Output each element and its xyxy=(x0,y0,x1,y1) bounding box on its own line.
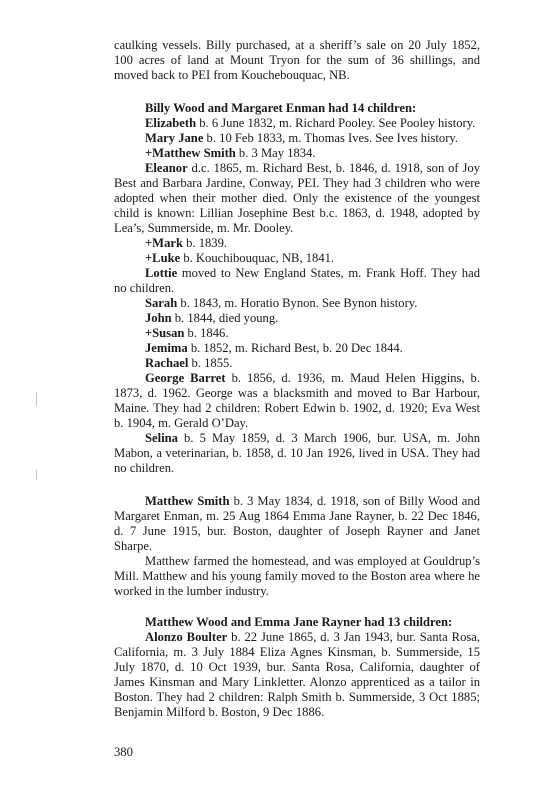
child-name: +Mark xyxy=(145,236,183,250)
child-name: +Luke xyxy=(145,251,181,265)
child-name: Elizabeth xyxy=(145,116,197,130)
matthew-paragraph: Matthew Smith b. 3 May 1834, d. 1918, son of Billy Wood and Margaret Enman, m. 25 Aug 1864 Emma Jane Rayner, b. 22 Dec 1846, d. 7 June 1915, bur. Boston, daughter of Joseph Rayner and Janet Sharpe. xyxy=(114,494,480,553)
child-entry: Eleanor d.c. 1865, m. Richard Best, b. 1846, d. 1918, son of Joy Best and Barbara Jardine, Conway, PEI. They had 3 children who were adopted when their mother died. Only the existence of the youngest child is known: Lillian Josephine Best b.c. 1863, d. 1948, adopted by Lea’s, Summerside, m. Mr. Dooley. xyxy=(114,161,480,235)
child-name: Rachael xyxy=(145,356,189,370)
scan-margin-mark xyxy=(36,392,37,406)
page-number: 380 xyxy=(114,745,133,759)
section-heading: Billy Wood and Margaret Enman had 14 children: xyxy=(145,101,417,115)
child-name: Selina xyxy=(145,431,178,445)
child-name: Sarah xyxy=(145,296,178,310)
child-entry: John b. 1844, died young. xyxy=(145,311,279,325)
child-name: John xyxy=(145,311,172,325)
child-entry: +Matthew Smith b. 3 May 1834. xyxy=(145,146,316,160)
child-name: George Barret xyxy=(145,371,226,385)
child-name: Jemima xyxy=(145,341,188,355)
child-entry: +Mark b. 1839. xyxy=(145,236,228,250)
person-name: Matthew Smith xyxy=(145,494,230,508)
child-entry: Sarah b. 1843, m. Horatio Bynon. See Bynon history. xyxy=(145,296,418,310)
child-entry: Lottie moved to New England States, m. Frank Hoff. They had no children. xyxy=(114,266,480,295)
child-entry: Alonzo Boulter b. 22 June 1865, d. 3 Jan 1943, bur. Santa Rosa, California, m. 3 July 1884 Eliza Agnes Kinsman, b. Summerside, 15 July 1870, d. 10 Oct 1939, bur. Santa Rosa, California, daughter of James Kinsman and Mary Linkletter. Alonzo apprenticed as a tailor in Boston. They had 2 children: Ralph Smith b. Summerside, 3 Oct 1885; Benjamin Milford b. Boston, 9 Dec 1886. xyxy=(114,630,481,719)
child-name: Alonzo Boulter xyxy=(145,630,228,644)
child-entry: Elizabeth b. 6 June 1832, m. Richard Pooley. See Pooley history. xyxy=(145,116,476,130)
child-entry: +Susan b. 1846. xyxy=(145,326,229,340)
child-name: +Susan xyxy=(145,326,185,340)
child-entry: Jemima b. 1852, m. Richard Best, b. 20 Dec 1844. xyxy=(145,341,403,355)
matthew-paragraph-2: Matthew farmed the homestead, and was employed at Gouldrup’s Mill. Matthew and his young family moved to the Boston area where he worked in the lumber industry. xyxy=(114,554,480,598)
child-name: Lottie xyxy=(145,266,178,280)
child-name: +Matthew Smith xyxy=(145,146,236,160)
child-name: Eleanor xyxy=(145,161,188,175)
child-entry: Selina b. 5 May 1859, d. 3 March 1906, bur. USA, m. John Mabon, a veterinarian, b. 1858, d. 10 Jan 1926, lived in USA. They had no children. xyxy=(114,431,480,475)
section-heading: Matthew Wood and Emma Jane Rayner had 13 children: xyxy=(145,615,453,629)
scan-margin-mark xyxy=(36,470,37,480)
child-entry: George Barret b. 1856, d. 1936, m. Maud Helen Higgins, b. 1873, d. 1962. George was a blacksmith and moved to Bar Harbour, Maine. They had 2 children: Robert Edwin b. 1902, d. 1920; Eva West b. 1904, m. Gerald O’Day. xyxy=(114,371,480,430)
child-entry: Mary Jane b. 10 Feb 1833, m. Thomas Ives. See Ives history. xyxy=(145,131,459,145)
child-entry: +Luke b. Kouchibouquac, NB, 1841. xyxy=(145,251,335,265)
child-name: Mary Jane xyxy=(145,131,204,145)
child-entry: Rachael b. 1855. xyxy=(145,356,233,370)
intro-paragraph: caulking vessels. Billy purchased, at a sheriff’s sale on 20 July 1852, 100 acres of land at Mount Tryon for the sum of 36 shillings, and moved back to PEI from Kouchebouquac, NB. xyxy=(114,38,480,82)
